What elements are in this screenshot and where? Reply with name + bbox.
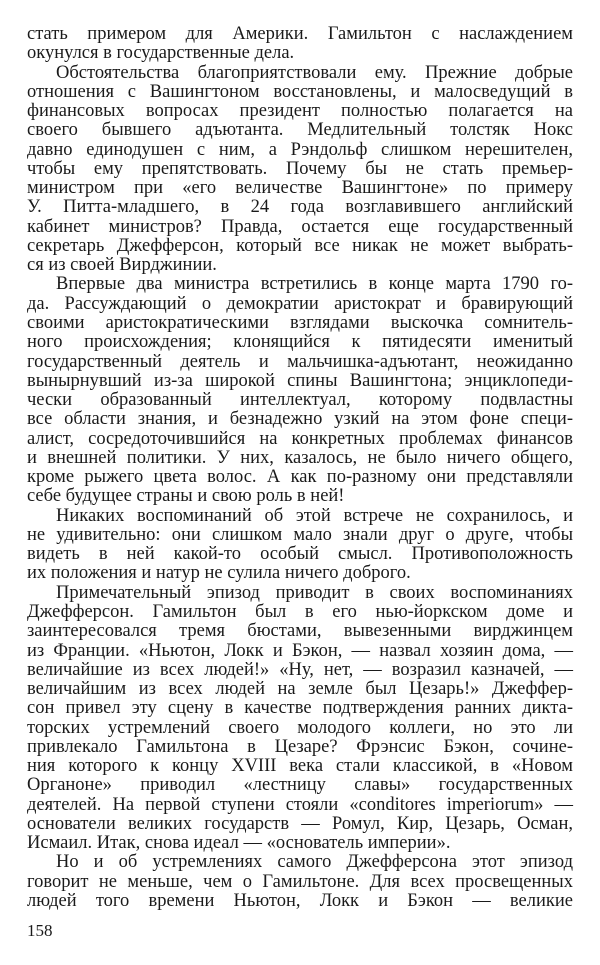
text-line: чески образованный интеллектуал, которому подвластны [27,390,573,411]
text-line: своего бывшего адъютанта. Медлительный толстяк Нокс [27,120,573,141]
text-line: своими аристократическими взглядами выскочка сомнитель- [27,312,573,333]
text-line: все области знания, и безнадежно узкий на этом фоне специ- [27,409,573,430]
text-line: заинтересовался тремя бюстами, вывезенными вирджинцем [27,621,573,642]
text-line: государственный деятель и мальчишка-адъютант, неожиданно [27,351,573,372]
text-line: секретарь Джефферсон, который все никак не может выбрать- [27,235,573,256]
text-line: кабинет министров? Правда, остается еще государственный [27,216,573,237]
text-line: У. Питта-младшего, в 24 года возглавившего английский [27,197,573,218]
text-line: говорит не меньше, чем о Гамильтоне. Для всех просвещенных [27,871,573,892]
text-line: деятелей. На первой ступени стояли «conditores imperiorum» — [27,794,573,815]
text-line: Но и об устремлениях самого Джефферсона этот эпизод [56,852,573,873]
text-line: сон привел эту сцену в качестве подтверждения ранних дикта- [27,698,573,719]
text-line: видеть в ней какой-то особый смысл. Противоположность [27,544,573,565]
page-number: 158 [27,921,53,940]
text-line: величайшим из всех людей на земле был Цезарь!» Джеффер- [27,679,573,700]
text-line: Исмаил. Итак, снова идеал — «основатель империи». [27,833,451,854]
text-line: Органоне» приводил «лестницу славы» государственных [27,775,573,796]
text-line: Джефферсон. Гамильтон был в его нью-йоркском доме и [27,601,573,622]
text-line: себе будущее страны и свою роль в ней! [27,486,345,507]
text-line: основатели великих государств — Ромул, Кир, Цезарь, Осман, [27,813,573,834]
text-line: Никаких воспоминаний об этой встрече не сохранилось, и [56,505,573,526]
text-line: торских устремлений своего молодого коллеги, но это ли [27,717,573,738]
text-line: людей того времени Ньютон, Локк и Бэкон — великие [27,890,573,911]
text-line: Впервые два министра встретились в конце марта 1790 го- [56,274,573,295]
text-line: величайшие из всех людей!» «Ну, нет, — возразил казначей, — [27,659,573,680]
text-line: да. Рассуждающий о демократии аристократ и бравирующий [27,293,573,314]
text-line: кроме рыжего цвета волос. А как по-разному они представляли [27,467,573,488]
text-line: отношения с Вашингтоном восстановлены, и малосведущий в [27,81,573,102]
text-line: ного происхождения; клонящийся к пятидесяти именитый [27,332,573,353]
text-line: чтобы ему препятствовать. Почему бы не стать премьер- [27,158,573,179]
text-line: и внешней политики. У них, казалось, не было ничего общего, [27,447,573,468]
text-line: вынырнувший из-за широкой спины Вашингтона; энциклопеди- [27,370,573,391]
text-line: финансовых вопросах президент полностью полагается на [27,101,573,122]
text-line: ся из своей Вирджинии. [27,255,217,276]
text-line: стать примером для Америки. Гамильтон с наслаждением [27,24,573,44]
text-line: ния которого к концу XVIII века стали классикой, в «Новом [27,756,573,777]
text-line: Примечательный эпизод приводит в своих воспоминаниях [56,582,573,603]
text-line: Обстоятельства благоприятствовали ему. Прежние добрые [56,62,573,83]
text-line: не удивительно: они слишком мало знали друг о друге, чтобы [27,524,573,545]
text-line: министром при «его величестве Вашингтоне» по примеру [27,178,573,199]
text-line: давно единодушен с ним, а Рэндольф слишком нерешителен, [27,139,573,160]
text-line: алист, сосредоточившийся на конкретных проблемах финансов [27,428,573,449]
page-body-text [27,25,573,911]
text-line: их положения и натур не сулила ничего доброго. [27,563,411,584]
text-line: из Франции. «Ньютон, Локк и Бэкон, — назвал хозяин дома, — [27,640,573,661]
text-line: привлекало Гамильтона в Цезаре? Фрэнсис Бэкон, сочине- [27,736,573,757]
text-line: окунулся в государственные дела. [27,43,295,64]
